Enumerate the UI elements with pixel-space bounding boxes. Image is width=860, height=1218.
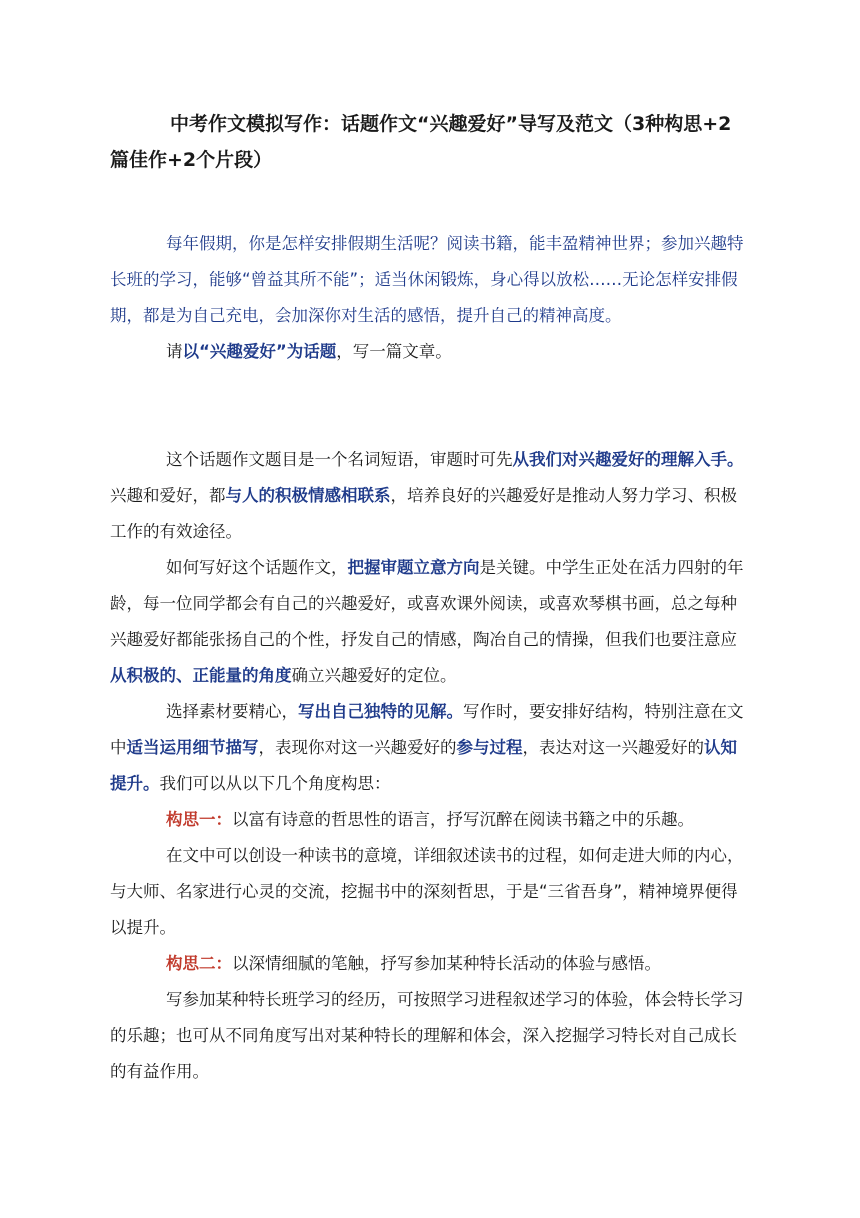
highlight: 适当运用细节描写	[126, 738, 259, 757]
text-run: 兴趣和爱好，都	[110, 486, 226, 505]
conception-1-text: 以富有诗意的哲思性的语言，抒写沉醉在阅读书籍之中的乐趣。	[232, 810, 694, 829]
highlight: 从积极的、正能量的角度	[110, 666, 292, 685]
text-run: 这个话题作文题目是一个名词短语，审题时可先	[166, 450, 513, 469]
prompt-topic-highlight: 以“兴趣爱好”为话题	[182, 342, 337, 361]
highlight: 把握审题立意方向	[347, 558, 480, 577]
highlight: 写出自己独特的见解。	[298, 702, 463, 721]
guide-section	[110, 442, 750, 1090]
text-run: 是关键。中学生正处在活力四射的年龄，每一位同学都会有自己的兴趣爱好，或喜欢课外阅读，或喜欢琴棋书画，总之每种兴趣爱好都能张扬自己的个性，抒发自己的情感，陶冶自己的情操，但我们也要注意应	[110, 558, 744, 649]
text-run: 确立兴趣爱好的定位。	[291, 666, 457, 685]
prompt-instruction	[110, 334, 750, 370]
prompt-section	[110, 226, 750, 370]
guide-paragraph-1	[110, 442, 750, 550]
prompt-instruction-tail: ，写一篇文章。	[336, 342, 452, 361]
highlight: 参与过程	[456, 738, 523, 757]
text-run: 如何写好这个话题作文，	[166, 558, 348, 577]
conception-1	[110, 802, 750, 838]
text-run: ，表现你对这一兴趣爱好的	[258, 738, 457, 757]
conception-1-detail: 在文中可以创设一种读书的意境，详细叙述读书的过程，如何走进大师的内心，与大师、名家进行心灵的交流，挖掘书中的深刻哲思，于是“三省吾身”，精神境界便得以提升。	[110, 846, 744, 937]
guide-paragraph-3	[110, 694, 750, 802]
text-run: 选择素材要精心，	[166, 702, 298, 721]
conception-2-label: 构思二：	[166, 954, 232, 973]
text-run: 写作时，要安排好结构，特别注意在文中	[110, 702, 744, 757]
prompt-paragraph: 每年假期，你是怎样安排假期生活呢？阅读书籍，能丰盈精神世界；参加兴趣特长班的学习，能够“曾益其所不能”；适当休闲锻炼，身心得以放松……无论怎样安排假期，都是为自己充电，会加深你对生活的感悟，提升自己的精神高度。	[110, 234, 744, 325]
document-title: 中考作文模拟写作：话题作文“兴趣爱好”导写及范文（3种构思+2篇佳作+2个片段）	[110, 113, 732, 171]
highlight: 认知提升。	[110, 738, 737, 793]
text-run: ，表达对这一兴趣爱好的	[522, 738, 704, 757]
text-run: ，培养良好的兴趣爱好是推动人努力学习、积极工作的有效途径。	[110, 486, 737, 541]
text-run: 我们可以从以下几个角度构思：	[159, 774, 391, 793]
highlight: 与人的积极情感相联系	[225, 486, 391, 505]
conception-1-label: 构思一：	[166, 810, 232, 829]
conception-2-text: 以深情细腻的笔触，抒写参加某种特长活动的体验与感悟。	[232, 954, 661, 973]
prompt-instruction-lead: 请	[166, 342, 183, 361]
guide-paragraph-2	[110, 550, 750, 694]
conception-2	[110, 946, 750, 982]
highlight: 从我们对兴趣爱好的理解入手。	[512, 450, 744, 469]
conception-2-detail: 写参加某种特长班学习的经历，可按照学习进程叙述学习的体验，体会特长学习的乐趣；也可从不同角度写出对某种特长的理解和体会，深入挖掘学习特长对自己成长的有益作用。	[110, 990, 744, 1081]
